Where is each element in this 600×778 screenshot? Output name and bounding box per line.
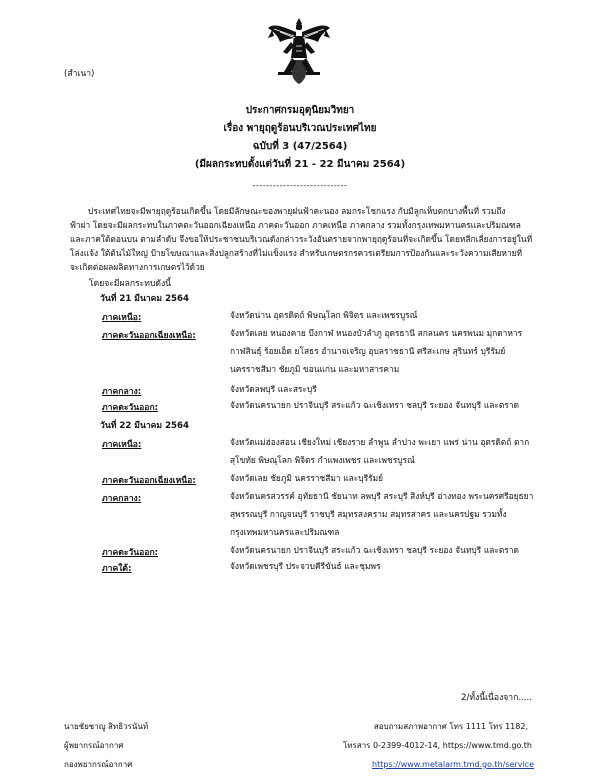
region-label: ภาคใต้:: [102, 564, 132, 574]
province-line: จังหวัดแม่ฮ่องสอน เชียงใหม่ เชียงราย ลำพูน ลำปาง พะเยา แพร่ น่าน อุตรดิตถ์ ตาก: [230, 437, 530, 447]
region-provinces: [230, 471, 383, 485]
region-provinces: [230, 559, 381, 573]
province-line: จังหวัดน่าน อุตรดิตถ์ พิษณุโลก พิจิตร และเพชรบูรณ์: [230, 310, 418, 320]
division-name: กองพยากรณ์อากาศ: [64, 760, 133, 769]
province-line: จังหวัดลพบุรี และสระบุรี: [230, 384, 317, 394]
paragraph-line: ประเทศไทยจะมีพายุฤดูร้อนเกิดขึ้น โดยมีลักษณะของพายุฝนฟ้าคะนอง ลมกระโชกแรง กับมีลูกเห็บตกบางพื้นที่ รวมถึง: [88, 206, 506, 216]
day-date: วันที่ 21 มีนาคม 2564: [100, 294, 189, 304]
announcement-subject: เรื่อง พายุฤดูร้อนบริเวณประเทศไทย: [223, 123, 377, 134]
garuda-emblem-icon: [266, 14, 332, 86]
region-label: ภาคตะวันออก:: [102, 548, 159, 558]
region-label: ภาคกลาง:: [102, 387, 142, 397]
region-provinces: [230, 326, 522, 376]
copy-mark: (สำเนา): [64, 69, 95, 79]
region-label: ภาคตะวันออก:: [102, 403, 159, 413]
metalarm-link[interactable]: https://www.metalarm.tmd.go.th/service: [372, 760, 534, 769]
region-provinces: [230, 435, 529, 467]
day-date: วันที่ 22 มีนาคม 2564: [100, 421, 189, 431]
effective-dates: (มีผลกระทบตั้งแต่วันที่ 21 - 22 มีนาคม 2564): [194, 159, 406, 170]
province-line: สุโขทัย พิษณุโลก พิจิตร กำแพงเพชร และเพชรบูรณ์: [230, 455, 415, 465]
region-provinces: [230, 382, 317, 396]
paragraph-line: และภาคใต้ตอนบน ตามลำดับ จึงขอให้ประชาชนบริเวณดังกล่าวระวังอันตรายจากพายุฤดูร้อนที่จะเกิดขึ้น โดยหลีกเลี่ยงการอยู่ในที่: [70, 234, 533, 244]
continuation-note: 2/ทั้งนี้เนื่องจาก.....: [461, 693, 532, 703]
contact-fax-web: โทรสาร 0-2399-4012-14, https://www.tmd.go.th: [342, 741, 532, 750]
region-provinces: [230, 489, 533, 539]
region-label: ภาคตะวันออกเฉียงเหนือ:: [102, 476, 196, 486]
paragraph-line: โล่งแจ้ง ใต้ต้นไม้ใหญ่ ป้ายโฆษณาและสิ่งปลูกสร้างที่ไม่แข็งแรง สำหรับเกษตรกรควรเตรียมการป้องกันและระวังความเสียหายที่: [70, 248, 523, 258]
province-line: นครราชสีมา ชัยภูมิ ขอนแก่น และมหาสารคาม: [230, 364, 400, 374]
paragraph-line: ฟ้าผ่า โดยจะมีผลกระทบในภาคตะวันออกเฉียงเหนือ ภาคตะวันออก ภาคเหนือ ภาคกลาง รวมทั้งกรุงเทพมหานครและปริมณฑล: [70, 220, 521, 230]
province-line: จังหวัดนครนายก ปราจีนบุรี สระแก้ว ฉะเชิงเทรา ชลบุรี ระยอง จันทบุรี และตราด: [230, 545, 519, 555]
province-line: จังหวัดเลย หนองคาย บึงกาฬ หนองบัวลำภู อุดรธานี สกลนคร นครพนม มุกดาหาร: [230, 328, 523, 338]
province-line: กรุงเทพมหานครและปริมณฑล: [230, 527, 340, 537]
region-label: ภาคตะวันออกเฉียงเหนือ:: [102, 331, 196, 341]
region-provinces: [230, 308, 417, 322]
province-line: สุพรรณบุรี กาญจนบุรี ราชบุรี สมุทรสงคราม สมุทรสาคร และนครปฐม รวมทั้ง: [230, 509, 507, 519]
province-line: จังหวัดเลย ชัยภูมิ นครราชสีมา และบุรีรัมย์: [230, 473, 383, 483]
signer-name: นายชัยชาญู สิทธิวรนันท์: [64, 722, 149, 731]
region-label: ภาคกลาง:: [102, 494, 142, 504]
region-label: ภาคเหนือ:: [102, 440, 142, 450]
region-provinces: [230, 398, 519, 412]
province-line: จังหวัดนครนายก ปราจีนบุรี สระแก้ว ฉะเชิงเทรา ชลบุรี ระยอง จันทบุรี และตราด: [230, 400, 519, 410]
body-paragraph: [70, 204, 540, 274]
contact-hotline: สอบถามสภาพอากาศ โทร 1111 โทร 1182,: [373, 722, 528, 731]
region-label: ภาคเหนือ:: [102, 313, 142, 323]
announcement-title: ประกาศกรมอุตุนิยมวิทยา: [245, 105, 355, 116]
signer-title: ผู้พยากรณ์อากาศ: [64, 741, 124, 750]
issue-number: ฉบับที่ 3 (47/2564): [252, 141, 348, 152]
region-provinces: [230, 543, 519, 557]
province-line: จังหวัดเพชรบุรี ประจวบคีรีขันธ์ และชุมพร: [230, 561, 381, 571]
affected-intro: โดยจะมีผลกระทบดังนี้: [89, 279, 172, 289]
paragraph-line: จะเกิดต่อผลผลิตทางการเกษตรไว้ด้วย: [70, 262, 205, 272]
header-divider: ----------------------------: [252, 181, 348, 190]
province-line: จังหวัดนครสวรรค์ อุทัยธานี ชัยนาท ลพบุรี สระบุรี สิงห์บุรี อ่างทอง พระนครศรีอยุธยา: [230, 491, 534, 501]
province-line: กาฬสินธุ์ ร้อยเอ็ด ยโสธร อำนาจเจริญ อุบลราชธานี ศรีสะเกษ สุรินทร์ บุรีรัมย์: [230, 346, 506, 356]
